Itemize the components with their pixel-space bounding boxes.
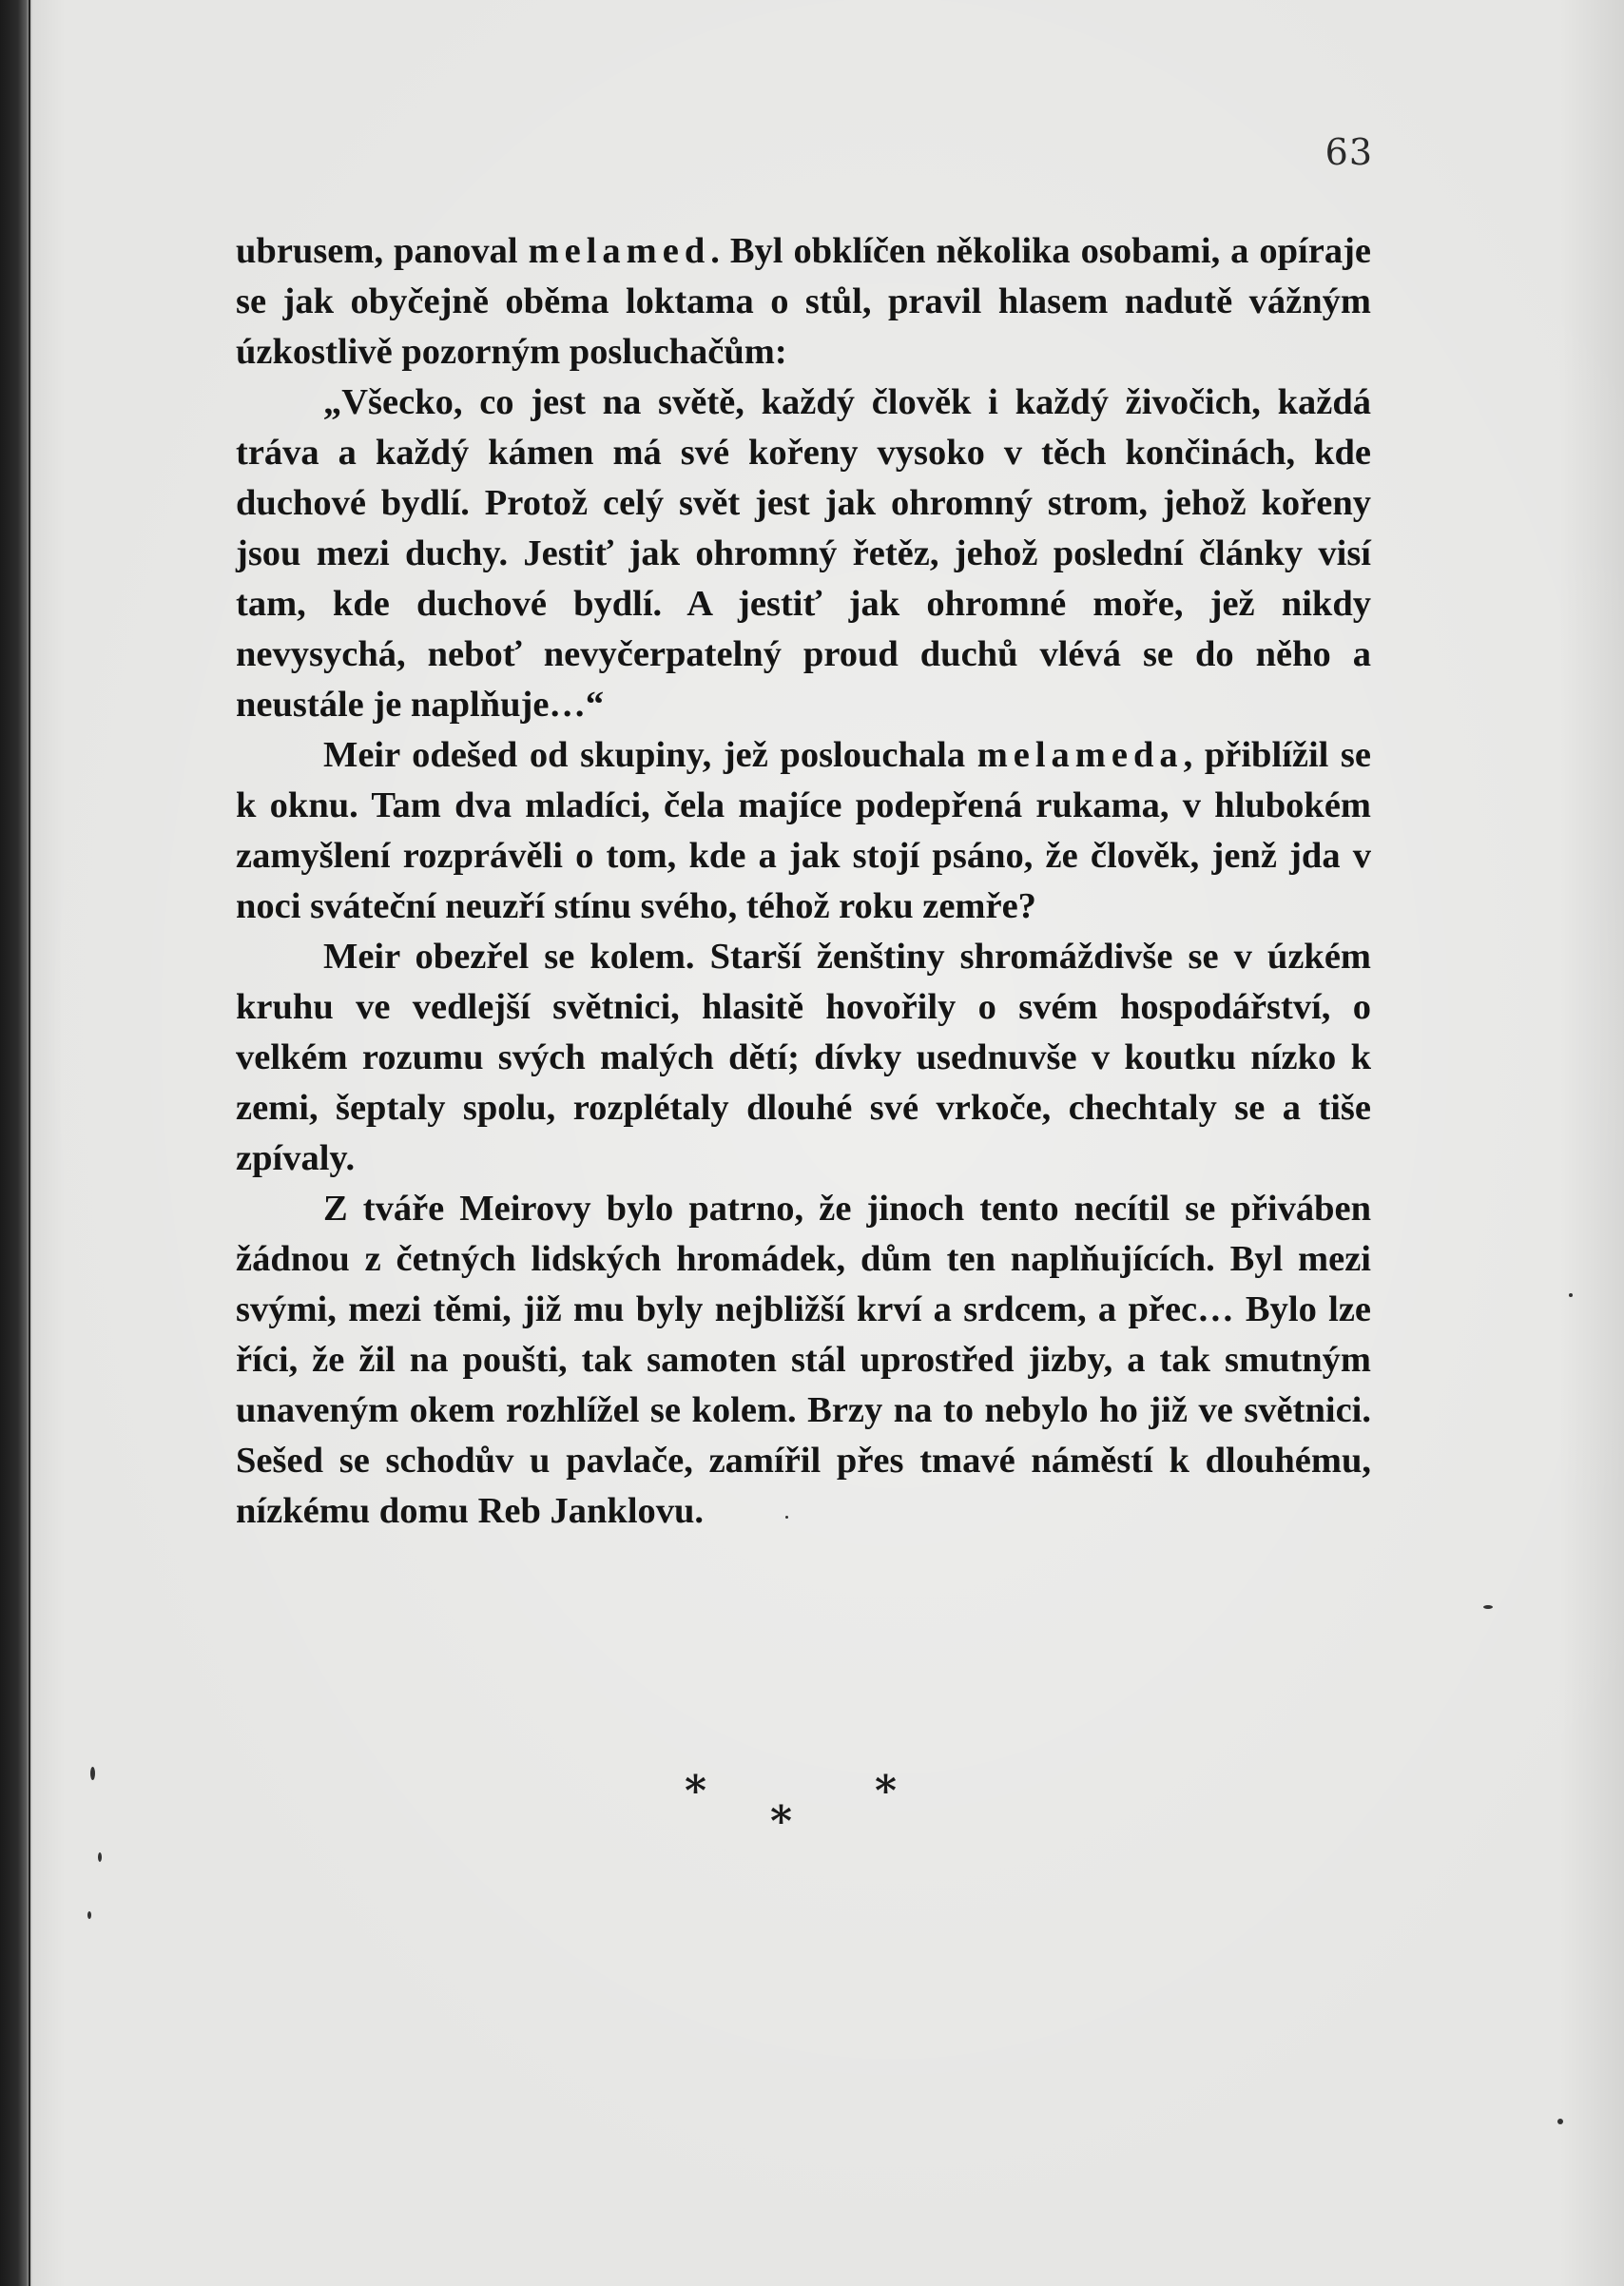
page-number: 63 [1324, 131, 1373, 173]
scan-speck [90, 1767, 95, 1780]
asterism-star: * [875, 1767, 898, 1815]
text-run: Meir obezřel se kolem. Starší ženštiny shromáždivše se v úzkém kruhu ve vedlejší světnici, hlasitě hovořily o svém hospodářství, o velkém rozumu svých malých dětí; dívky usednuvše v koutku nízko k zemi, šeptaly spolu, rozplétaly dlouhé své vrkoče, chechtaly se a tiše zpívaly. [236, 937, 1371, 1178]
text-run: , přiblížil se k oknu. Tam dva mladíci, čela majíce podepřená rukama, v hlubokém zamyšlení rozprávěli o tom, kde a jak stojí psáno, že člověk, jenž jda v noci sváteční neuzří stínu svého, téhož roku zemře? [236, 735, 1371, 926]
page-edge-line [29, 0, 30, 2286]
scan-speck [87, 1911, 91, 1919]
emphasized-word: melamed [528, 231, 711, 271]
scan-speck [1483, 1605, 1493, 1609]
scan-speck [1557, 2119, 1563, 2124]
paragraph [236, 932, 1371, 1184]
body-text [236, 226, 1371, 1537]
asterism [666, 1767, 932, 1862]
book-binding-edge [0, 0, 32, 2286]
emphasized-word: melameda [976, 735, 1184, 775]
paragraph [236, 378, 1371, 730]
paragraph [236, 1184, 1371, 1537]
asterism-star: * [770, 1797, 793, 1846]
text-run: Z tváře Meirovy bylo patrno, že jinoch tento necítil se přiváben žádnou z četných lidských hromádek, dům ten naplňujících. Byl mezi svými, mezi těmi, již mu byly nejbližší krví a srdcem, a přec… Bylo lze říci, že žil na poušti, tak samoten stál uprostřed jizby, a tak smutným unaveným okem rozhlížel se kolem. Brzy na to nebylo ho již ve světnici. Sešed se schodův u pavlače, zamířil přes tmavé náměstí k dlouhému, nízkému domu Reb Janklovu. [236, 1189, 1371, 1531]
text-run: . Byl obklíčen několika osobami, a opíraje se jak obyčejně oběma loktama o stůl, pravil hlasem nadutě vážným úzkostlivě pozorným posluchačům: [236, 231, 1371, 372]
paragraph [236, 730, 1371, 932]
text-run: Meir odešed od skupiny, jež poslouchala [323, 735, 977, 775]
text-run: „Všecko, co jest na světě, každý člověk i každý živočich, každá tráva a každý kámen má své kořeny vysoko v těch končinách, kde duchové bydlí. Protož celý svět jest jak ohromný strom, jehož kořeny jsou mezi duchy. Jestiť jak ohromný řetěz, jehož poslední články visí tam, kde duchové bydlí. A jestiť jak ohromné moře, jež nikdy nevysychá, neboť nevyčerpatelný proud duchů vlévá se do něho a neustále je naplňuje…“ [236, 382, 1371, 725]
asterism-star: * [685, 1767, 707, 1815]
paragraph [236, 226, 1371, 378]
scan-speck [98, 1852, 102, 1862]
scan-speck [1569, 1293, 1573, 1297]
text-run: ubrusem, panoval [236, 231, 529, 271]
